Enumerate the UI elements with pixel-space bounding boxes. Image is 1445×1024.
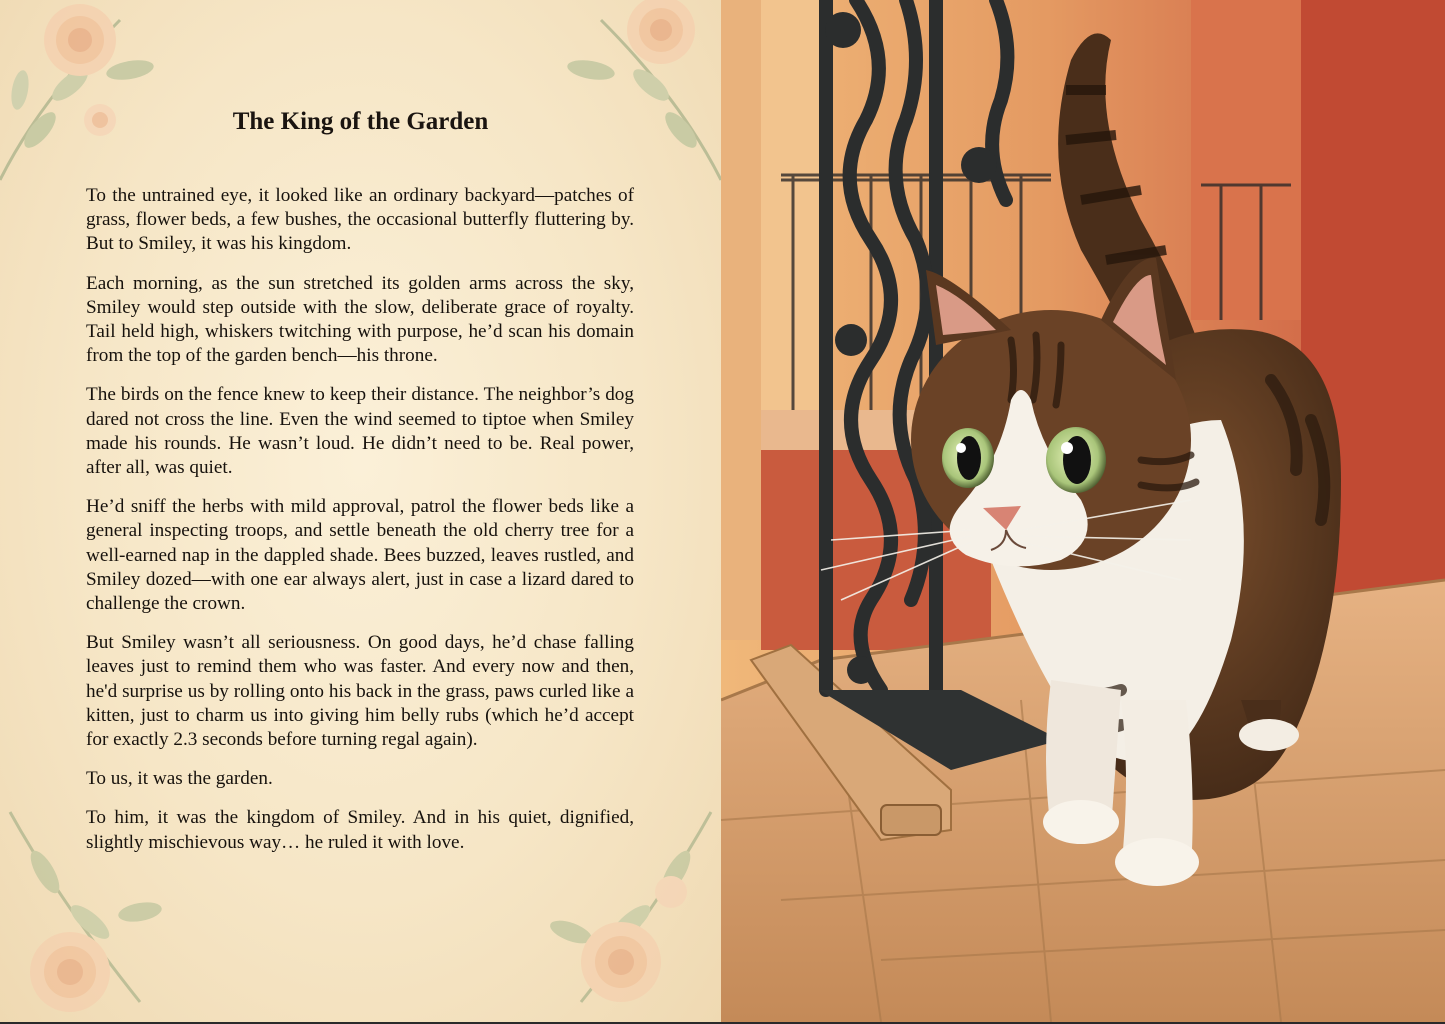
- story-body: [86, 184, 634, 870]
- story-paragraph: To us, it was the garden.: [86, 768, 273, 790]
- story-paragraph: He’d sniff the herbs with mild approval, patrol the flower beds like a general inspecting troops, and settle beneath the old cherry tree for a well-earned nap in the dappled shade. Bees buzzed, leaves rustled, and Smiley dozed—with one ear always alert, just in case a lizard dared to challenge the crown.: [86, 496, 634, 615]
- story-paragraph: Each morning, as the sun stretched its golden arms across the sky, Smiley would step outside with the slow, deliberate grace of royalty. Tail held high, whiskers twitching with purpose, he’d scan his domain from the top of the garden bench—his throne.: [86, 272, 634, 367]
- story-paragraph: To the untrained eye, it looked like an ordinary backyard—patches of grass, flower beds, a few bushes, the occasional butterfly fluttering by. But to Smiley, it was his kingdom.: [86, 185, 634, 255]
- story-title: The King of the Garden: [232, 108, 489, 135]
- story-paragraph: The birds on the fence knew to keep their distance. The neighbor’s dog dared not cross the line. Even the wind seemed to tiptoe when Smiley made his rounds. He wasn’t loud. He didn’t need to be. Real power, after all, was quiet.: [86, 384, 634, 479]
- story-paragraph: But Smiley wasn’t all seriousness. On good days, he’d chase falling leaves just to remind them who was faster. And every now and then, he'd surprise us by rolling onto his back in the grass, paws curled like a kitten, just to charm us into giving him belly rubs (which he’d accept for exactly 2.3 seconds before turning regal again).: [86, 632, 634, 751]
- text-page: [0, 0, 721, 1022]
- cat-illustration: [721, 0, 1445, 1022]
- illustration-page: [721, 0, 1445, 1022]
- story-paragraph: To him, it was the kingdom of Smiley. And in his quiet, dignified, slightly mischievous way… he ruled it with love.: [86, 807, 634, 853]
